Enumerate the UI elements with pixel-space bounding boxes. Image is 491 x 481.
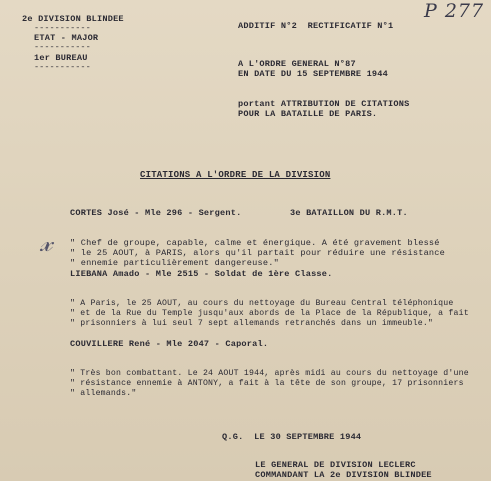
additif-title: ADDITIF N°2 RECTIFICATIF N°1 [238,21,394,31]
margin-mark: 𝓍 [40,228,53,258]
citation-text-line: " ennemie particulièrement dangereuse." [70,258,279,268]
place-date: Q.G. LE 30 SEPTEMBRE 1944 [222,432,362,442]
signature-line-2: COMMANDANT LA 2e DIVISION BLINDEE [255,470,432,480]
citation-name: CORTES José - Mle 296 - Sergent. [70,208,242,218]
ordre-date: EN DATE DU 15 SEPTEMBRE 1944 [238,69,388,79]
ordre-general: A L'ORDRE GENERAL N°87 [238,59,356,69]
citation-name: LIEBANA Amado - Mle 2515 - Soldat de 1ère Classe. [70,269,333,279]
citation-text-line: " Chef de groupe, capable, calme et énergique. A été gravement blessé [70,238,440,248]
bureau: 1er BUREAU [34,53,88,63]
citation-unit: 3e BATAILLON DU R.M.T. [290,208,408,218]
handwritten-reference: P 277 [424,0,485,22]
citation-name: COUVILLERE René - Mle 2047 - Caporal. [70,339,269,349]
divider: ----------- [34,23,91,33]
citation-text-line: " et de la Rue du Temple jusqu'aux abords de la Place de la République, a fait [70,309,469,318]
attribution-line-2: POUR LA BATAILLE DE PARIS. [238,109,378,119]
citation-text-line: " Très bon combattant. Le 24 AOUT 1944, après midi au cours du nettoyage d'une [70,369,469,378]
division-name: 2e DIVISION BLINDEE [22,14,124,24]
divider: ----------- [34,42,91,52]
citation-text-line: " résistance ennemie à ANTONY, a fait à la tête de son groupe, 17 prisonniers [70,379,464,388]
divider: ----------- [34,62,91,72]
citation-text-line: " prisonniers à lui seul 7 sept allemands retranchés dans un immeuble." [70,319,434,328]
citation-text-line: " allemands." [70,389,137,398]
attribution-line-1: portant ATTRIBUTION DE CITATIONS [238,99,410,109]
document-title: CITATIONS A L'ORDRE DE LA DIVISION [140,170,331,180]
signature-line-1: LE GENERAL DE DIVISION LECLERC [255,460,416,470]
citation-text-line: " A Paris, le 25 AOUT, au cours du nettoyage du Bureau Central téléphonique [70,299,454,308]
etat-major: ETAT - MAJOR [34,33,99,43]
citation-text-line: " le 25 AOUT, à PARIS, alors qu'il partait pour réduire une résistance [70,248,445,258]
